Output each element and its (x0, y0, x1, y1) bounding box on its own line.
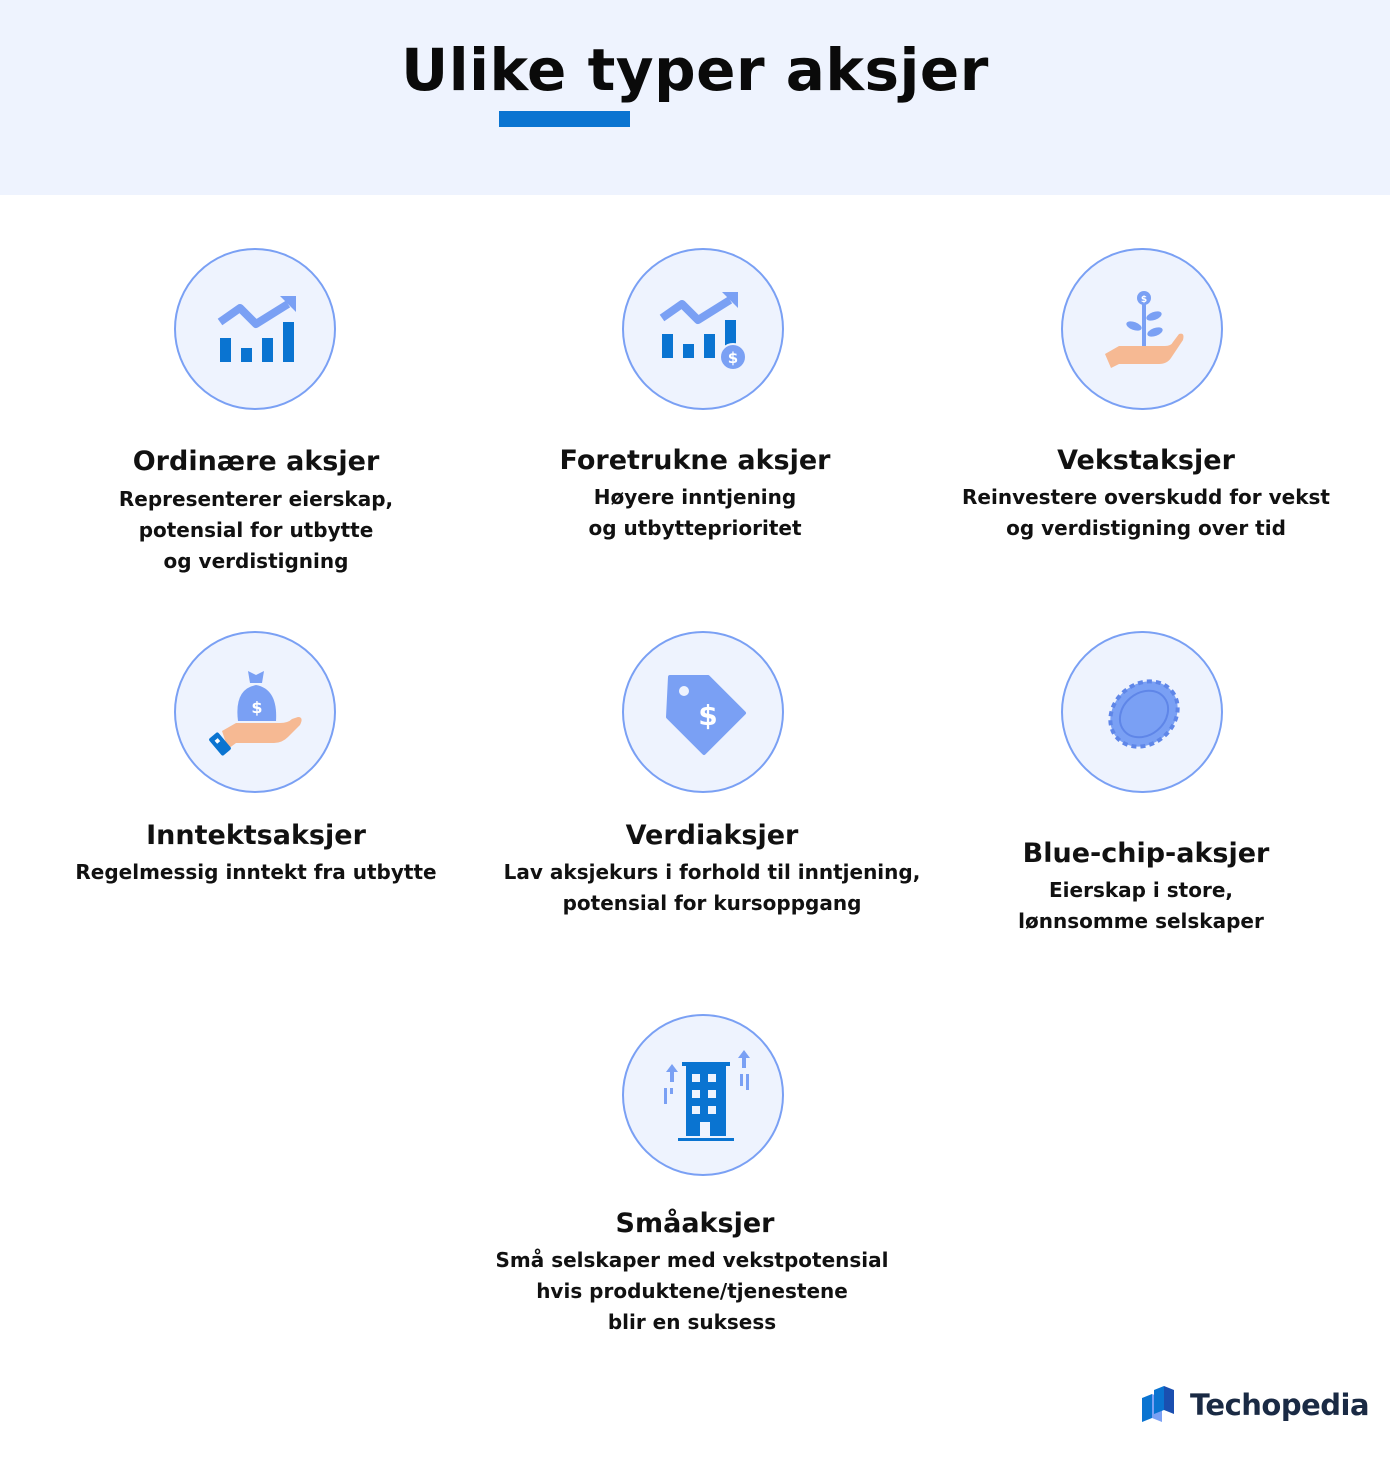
brand-logo (1140, 1386, 1370, 1426)
header-banner (0, 0, 1390, 195)
card-title: Småaksjer (615, 1208, 775, 1239)
card-title: Ordinære aksjer (132, 446, 380, 477)
card-title: Verdiaksjer (625, 820, 799, 851)
desc-line: potensial for kursoppgang (562, 891, 862, 915)
desc-line: og verdistigning over tid (1006, 516, 1286, 540)
desc-line: blir en suksess (607, 1310, 777, 1334)
card-description (966, 875, 1316, 937)
desc-line: Små selskaper med vekstpotensial (495, 1248, 889, 1272)
card-title: Vekstaksjer (1057, 445, 1235, 476)
desc-line: Eierskap i store, (1049, 878, 1233, 902)
card-title: Foretrukne aksjer (559, 445, 831, 476)
desc-line: lønnsomme selskaper (1018, 909, 1264, 933)
desc-line: hvis produktene/tjenestene (536, 1279, 848, 1303)
desc-line: Regelmessig inntekt fra utbytte (75, 860, 437, 884)
card-description (86, 484, 426, 577)
card-description (946, 482, 1346, 544)
growth-chart-icon (174, 248, 336, 410)
desc-line: Lav aksjekurs i forhold til inntjening, (503, 860, 921, 884)
card-description (525, 482, 865, 544)
brand-name: Techopedia (1190, 1388, 1370, 1422)
desc-line: og utbytteprioritet (588, 516, 802, 540)
page-title: Ulike typer aksjer (401, 36, 989, 104)
desc-line: og verdistigning (163, 549, 349, 573)
building-icon (622, 1014, 784, 1176)
svg-text:$: $ (727, 349, 739, 367)
price-tag-icon (622, 631, 784, 793)
hand-money-bag-icon (174, 631, 336, 793)
chart-dollar-icon (622, 248, 784, 410)
coin-icon (1061, 631, 1223, 793)
desc-line: potensial for utbytte (138, 518, 374, 542)
svg-text:$: $ (1140, 295, 1148, 305)
desc-line: Høyere inntjening (593, 485, 797, 509)
desc-line: Reinvestere overskudd for vekst (962, 485, 1330, 509)
hand-plant-icon (1061, 248, 1223, 410)
techopedia-logo-icon (1140, 1386, 1176, 1424)
title-underline (499, 111, 630, 127)
card-description (56, 857, 456, 888)
svg-text:$: $ (698, 699, 718, 732)
desc-line: Representerer eierskap, (118, 487, 394, 511)
card-description (480, 857, 944, 919)
card-description (482, 1245, 902, 1338)
card-title: Inntektsaksjer (146, 820, 366, 851)
card-title: Blue-chip-aksjer (1022, 838, 1270, 869)
svg-text:$: $ (251, 698, 263, 717)
